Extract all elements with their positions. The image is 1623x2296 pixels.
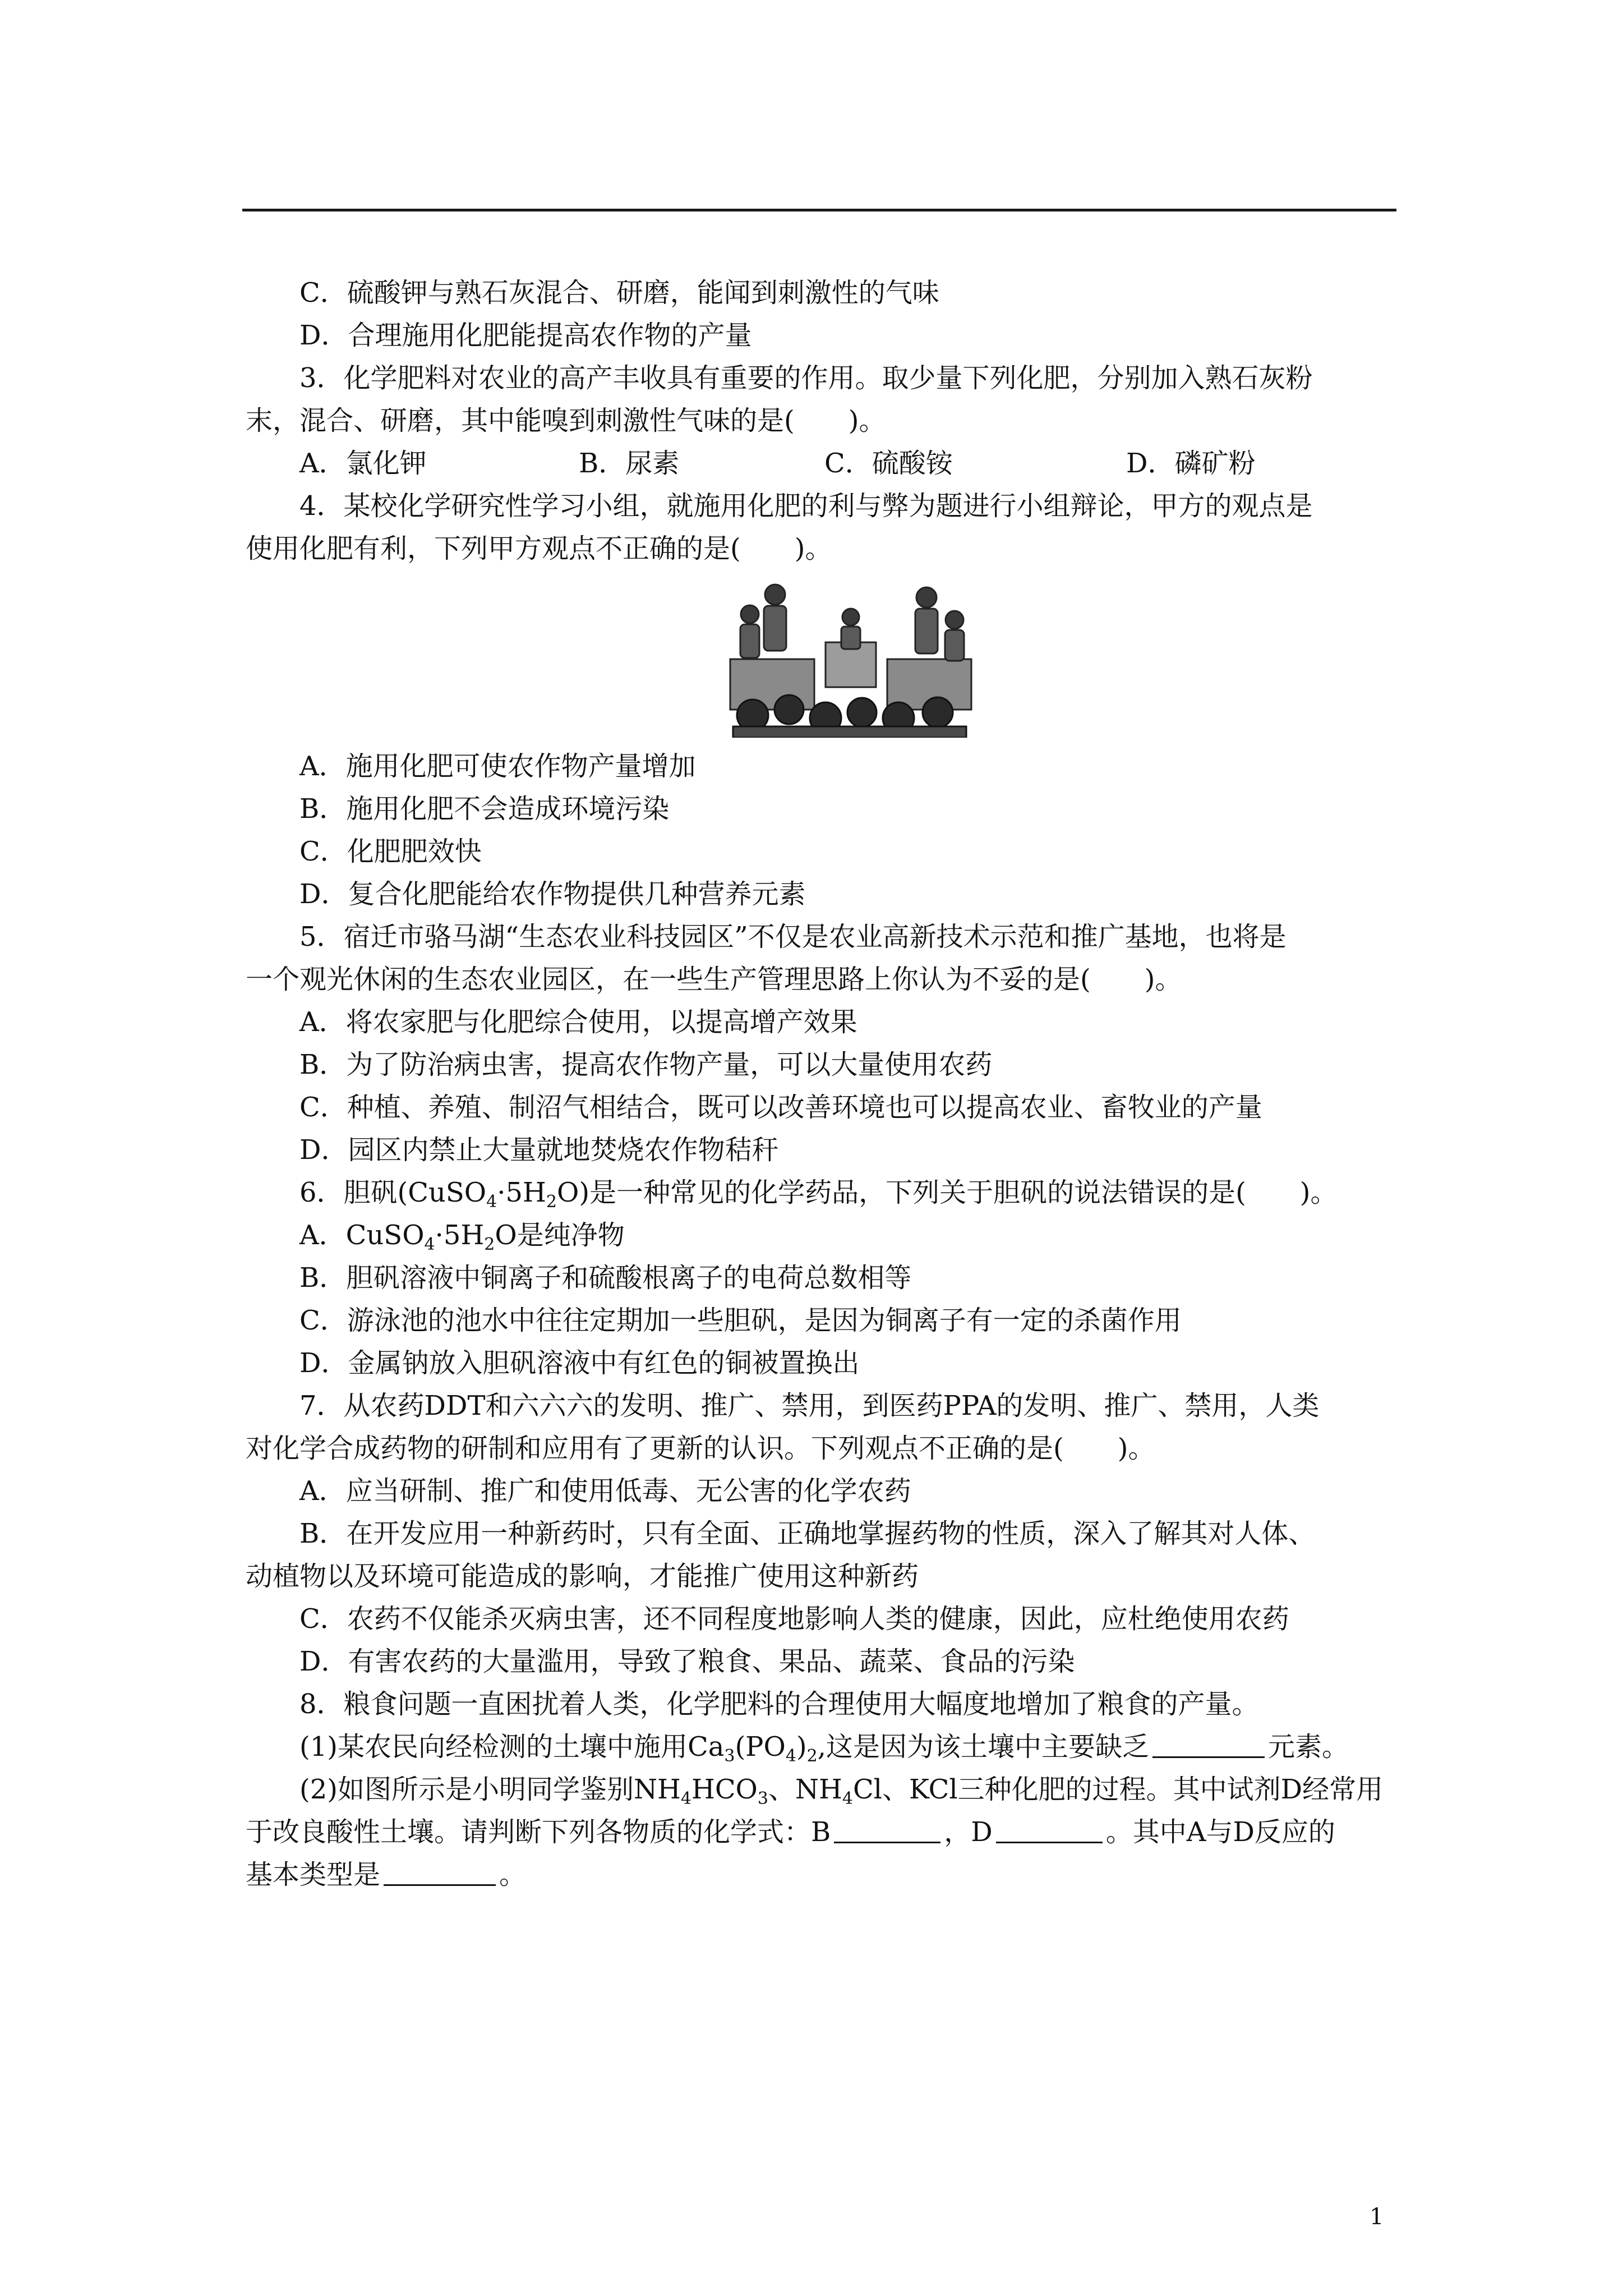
answer-blank[interactable] <box>384 1862 496 1886</box>
q8-1-mid: (PO <box>735 1731 786 1763</box>
q6-option-a <box>299 1220 625 1254</box>
answer-blank[interactable] <box>996 1819 1103 1843</box>
q6-a-mid: ·5H <box>435 1220 485 1251</box>
answer-blank[interactable] <box>1152 1734 1265 1758</box>
q5-stem-line1: 5．宿迁市骆马湖“生态农业科技园区”不仅是农业高新技术示范和推广基地，也将是 <box>299 921 1287 953</box>
q8-2-pre: (2)如图所示是小明同学鉴别NH <box>299 1774 681 1805</box>
q8-2c-pre: 基本类型是 <box>246 1859 381 1890</box>
q6-option-b: B．胆矾溶液中铜离子和硫酸根离子的电荷总数相等 <box>299 1262 912 1294</box>
q5-stem-line2: 一个观光休闲的生态农业园区，在一些生产管理思路上你认为不妥的是( )。 <box>246 964 1182 995</box>
q5-option-d: D．园区内禁止大量就地焚烧农作物秸秆 <box>299 1134 779 1166</box>
page-number: 1 <box>1370 2204 1384 2230</box>
q6-option-d: D．金属钠放入胆矾溶液中有红色的铜被置换出 <box>299 1347 860 1379</box>
q6-sub: 4 <box>486 1192 497 1212</box>
q6-a-post: O是纯净物 <box>495 1220 625 1251</box>
q4-option-d: D．复合化肥能给农作物提供几种营养元素 <box>299 878 806 910</box>
q6-sub: 2 <box>546 1192 557 1212</box>
q2-option-c: C．硫酸钾与熟石灰混合、研磨，能闻到刺激性的气味 <box>299 277 939 309</box>
q8-2-sub: 4 <box>680 1789 691 1809</box>
q7-option-b-line1: B．在开发应用一种新药时，只有全面、正确地掌握药物的性质，深入了解其对人体、 <box>299 1518 1316 1549</box>
q8-1-pre: (1)某农民向经检测的土壤中施用Ca <box>299 1731 725 1763</box>
q6-a-sub: 4 <box>424 1235 435 1254</box>
q6-stem-pre: 6．胆矾(CuSO <box>299 1177 487 1208</box>
q2-option-d: D．合理施用化肥能提高农作物的产量 <box>299 320 752 351</box>
q8-1-mid2: ) <box>796 1731 807 1763</box>
q8-part2-line3 <box>246 1861 526 1888</box>
q4-option-c: C．化肥肥效快 <box>299 836 482 867</box>
q6-a-sub: 2 <box>484 1235 495 1254</box>
q8-2-sub: 4 <box>842 1789 853 1809</box>
q3-option-d: D．磷矿粉 <box>1126 448 1256 479</box>
q6-a-pre: A．CuSO <box>299 1220 425 1251</box>
q7-option-c: C．农药不仅能杀灭病虫害，还不同程度地影响人类的健康，因此，应杜绝使用农药 <box>299 1603 1289 1635</box>
q8-2c-post: 。 <box>499 1859 527 1890</box>
q3-option-b: B．尿素 <box>579 448 680 479</box>
q4-option-b: B．施用化肥不会造成环境污染 <box>299 793 670 825</box>
q8-2b-post: 。其中A与D反应的 <box>1105 1816 1335 1848</box>
q5-option-c: C．种植、养殖、制沼气相结合，既可以改善环境也可以提高农业、畜牧业的产量 <box>299 1092 1262 1123</box>
q7-option-b-line2: 动植物以及环境可能造成的影响，才能推广使用这种新药 <box>246 1561 919 1592</box>
q8-part1 <box>299 1731 1349 1766</box>
q8-2b-pre: 于改良酸性土壤。请判断下列各物质的化学式：B <box>246 1816 831 1848</box>
q7-option-a: A．应当研制、推广和使用低毒、无公害的化学农药 <box>299 1475 911 1507</box>
q8-1-sub: 4 <box>785 1746 796 1766</box>
q5-option-b: B．为了防治病虫害，提高农作物产量，可以大量使用农药 <box>299 1049 993 1080</box>
q8-1-sub: 2 <box>806 1746 818 1766</box>
q4-option-a: A．施用化肥可使农作物产量增加 <box>299 751 696 782</box>
q8-stem: 8．粮食问题一直困扰着人类，化学肥料的合理使用大幅度地增加了粮食的产量。 <box>299 1688 1259 1720</box>
q3-stem-line1: 3．化学肥料对农业的高产丰收具有重要的作用。取少量下列化肥，分别加入熟石灰粉 <box>299 362 1313 394</box>
q8-1-sub: 3 <box>724 1746 735 1766</box>
q7-stem-line1: 7．从农药DDT和六六六的发明、推广、禁用，到医药PPA的发明、推广、禁用，人类 <box>299 1390 1320 1421</box>
q8-2-sub: 3 <box>757 1789 768 1809</box>
answer-blank[interactable] <box>834 1819 940 1843</box>
q8-1-post-a: ,这是因为该土壤中主要缺乏 <box>817 1731 1149 1763</box>
q5-option-a: A．将农家肥与化肥综合使用，以提高增产效果 <box>299 1006 857 1038</box>
q3-option-c: C．硫酸铵 <box>824 448 953 479</box>
q4-stem-line1: 4．某校化学研究性学习小组，就施用化肥的利与弊为题进行小组辩论，甲方的观点是 <box>299 490 1313 522</box>
header-rule <box>242 209 1396 211</box>
q8-2-mid2: 、NH <box>768 1774 842 1805</box>
q6-stem <box>299 1177 1338 1212</box>
q8-2-mid1: HCO <box>691 1774 758 1805</box>
q8-2b-mid: ，D <box>944 1816 993 1848</box>
q3-stem-line2: 末，混合、研磨，其中能嗅到刺激性气味的是( )。 <box>246 405 886 436</box>
q6-option-c: C．游泳池的池水中往往定期加一些胆矾，是因为铜离子有一定的杀菌作用 <box>299 1305 1182 1336</box>
q7-option-d: D．有害农药的大量滥用，导致了粮食、果品、蔬菜、食品的污染 <box>299 1646 1075 1677</box>
q3-option-a: A．氯化钾 <box>299 448 427 479</box>
q7-stem-line2: 对化学合成药物的研制和应用有了更新的认识。下列观点不正确的是( )。 <box>246 1433 1155 1464</box>
q4-stem-line2: 使用化肥有利，下列甲方观点不正确的是( )。 <box>246 533 832 564</box>
q8-part2-line1 <box>299 1774 1384 1809</box>
classroom-debate-illustration <box>725 575 975 738</box>
q6-stem-mid: ·5H <box>497 1177 546 1208</box>
q8-1-post-b: 元素。 <box>1268 1731 1349 1763</box>
q6-stem-post: O)是一种常见的化学药品，下列关于胆矾的说法错误的是( )。 <box>557 1177 1338 1208</box>
q8-2-post: Cl、KCl三种化肥的过程。其中试剂D经常用 <box>852 1774 1384 1805</box>
q8-part2-line2 <box>246 1816 1335 1848</box>
